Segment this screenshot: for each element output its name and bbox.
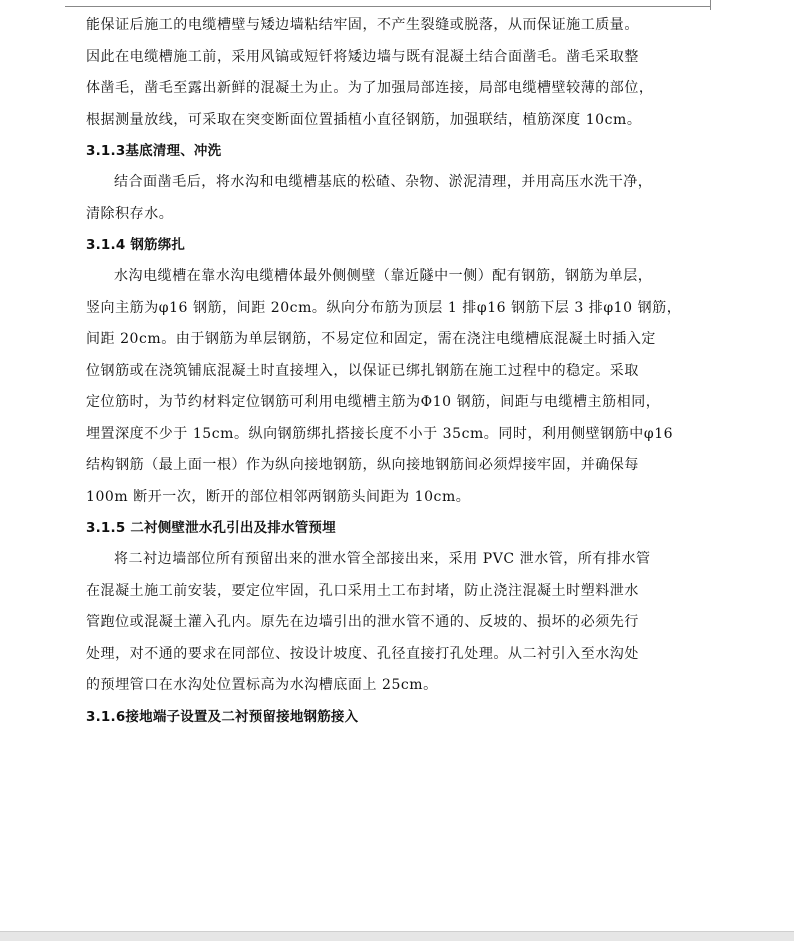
paragraph-line: 结合面凿毛后，将水沟和电缆槽基底的松碴、杂物、淤泥清理，并用高压水洗干净，: [114, 174, 653, 190]
page-top-rule: [65, 6, 710, 7]
paragraph-line: 水沟电缆槽在靠水沟电缆槽体最外侧侧壁（靠近隧中一侧）配有钢筋，钢筋为单层，: [114, 268, 653, 284]
paragraph-line: 的预埋管口在水沟处位置标高为水沟槽底面上 25cm。: [86, 677, 438, 693]
paragraph-line: 间距 20cm。由于钢筋为单层钢筋，不易定位和固定，需在浇注电缆槽底混凝土时插入定: [86, 331, 656, 347]
paragraph: [86, 544, 696, 702]
paragraph-line: 处理，对不通的要求在同部位、按设计坡度、孔径直接打孔处理。从二衬引入至水沟处: [86, 645, 639, 662]
paragraph-line: 清除积存水。: [86, 205, 174, 222]
section-heading: 3.1.5 二衬侧壁泄水孔引出及排水管预埋: [86, 520, 336, 536]
page-right-rule: [710, 0, 711, 10]
paragraph-line: 埋置深度不少于 15cm。纵向钢筋绑扎搭接长度不小于 35cm。同时，利用侧壁钢筋中φ16: [86, 425, 674, 442]
section-heading: 3.1.6接地端子设置及二衬预留接地钢筋接入: [86, 708, 359, 725]
paragraph-line: 管跑位或混凝土灌入孔内。原先在边墙引出的泄水管不通的、反坡的、损坏的必须先行: [86, 614, 639, 630]
paragraph-line: 100m 断开一次，断开的部位相邻两钢筋头间距为 10cm。: [86, 488, 471, 505]
paragraph-line: 将二衬边墙部位所有预留出来的泄水管全部接出来，采用 PVC 泄水管，所有排水管: [114, 551, 651, 567]
document-body: [86, 10, 696, 733]
section-heading: 3.1.4 钢筋绑扎: [86, 237, 186, 253]
paragraph-line: 竖向主筋为φ16 钢筋，间距 20cm。纵向分布筋为顶层 1 排φ16 钢筋下层 3 排φ10 钢筋，: [86, 299, 682, 316]
paragraph-line: 位钢筋或在浇筑铺底混凝土时直接埋入，以保证已绑扎钢筋在施工过程中的稳定。采取: [86, 362, 639, 379]
paragraph-line: 定位筋时，为节约材料定位钢筋可利用电缆槽主筋为Φ10 钢筋，间距与电缆槽主筋相同，: [86, 394, 661, 410]
paragraph-line: 在混凝土施工前安装，要定位牢固，孔口采用土工布封堵，防止浇注混凝土时塑料泄水: [86, 582, 639, 599]
paragraph-line: 结构钢筋（最上面一根）作为纵向接地钢筋，纵向接地钢筋间必须焊接牢固，并确保每: [86, 457, 639, 473]
paragraph-line: 根据测量放线，可采取在突变断面位置插植小直径钢筋，加强联结，植筋深度 10cm。: [86, 111, 642, 128]
paragraph-line: 能保证后施工的电缆槽壁与矮边墙粘结牢固，不产生裂缝或脱落，从而保证施工质量。: [86, 17, 639, 33]
paragraph: [86, 261, 696, 513]
page-bottom-edge: [0, 931, 794, 941]
paragraph: [86, 167, 696, 230]
paragraph-line: 因此在电缆槽施工前，采用风镐或短钎将矮边墙与既有混凝土结合面凿毛。凿毛采取整: [86, 48, 639, 65]
paragraph: [86, 10, 696, 136]
section-heading: 3.1.3基底清理、冲洗: [86, 143, 222, 159]
paragraph-line: 体凿毛，凿毛至露出新鲜的混凝土为止。为了加强局部连接，局部电缆槽壁较薄的部位，: [86, 80, 654, 96]
